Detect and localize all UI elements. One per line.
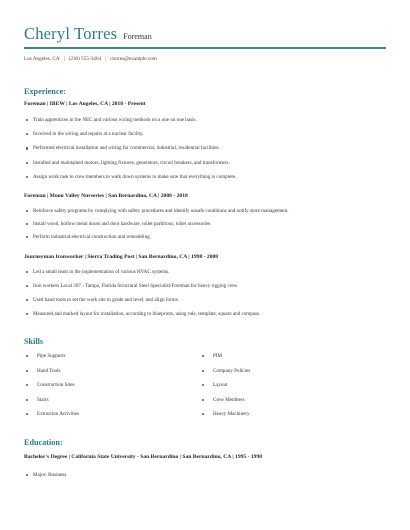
skill-item: Heavy Machinery: [202, 411, 250, 426]
skill-item: Construction Sites: [26, 382, 79, 397]
list-item: Used hand tools to set the work site to grade and level, and align forms.: [26, 297, 260, 311]
skill-item: Layout: [202, 382, 250, 397]
list-item: Major: Business: [26, 472, 66, 484]
contact-line: [24, 56, 157, 62]
skill-item: Stairs: [26, 397, 79, 412]
job-bullets: [26, 269, 260, 325]
skill-item: Crew Members: [202, 397, 250, 412]
degree-heading: Bachelor's Degree | California State University - San Bernardino | San Bernardino, CA | 1995 - 1998: [24, 454, 263, 460]
list-item: Iron workers Local 397 - Tampa, Florida Structural Steel Specialist/Foreman for heavy rigging crew: [26, 283, 260, 297]
job-bullets: [26, 117, 236, 188]
list-item: Performed electrical installation and wiring for commercial, industrial, residential facilities.: [26, 145, 236, 159]
list-item: Measured and marked layout for installation, according to blueprints, using rule, template, square and compass.: [26, 311, 260, 325]
list-item: Installed and maintained motors, lighting fixtures, generators, circuit breakers, and transformers.: [26, 160, 236, 174]
job-heading: Journeyman Ironworker | Sierra Trading Post | San Bernardino, CA | 1998 - 2008: [24, 254, 219, 260]
skill-item: PIM: [202, 353, 250, 368]
experience-heading: Experience:: [24, 87, 66, 96]
skill-item: Pipe Supports: [26, 353, 79, 368]
candidate-role: Foreman: [123, 32, 152, 41]
contact-location: Los Angeles, CA: [24, 56, 60, 62]
list-item: Assign work task to crew members to walk down systems to make sure that everything is complete.: [26, 174, 236, 188]
list-item: Involved in the wiring and repairs at a nuclear facility.: [26, 131, 236, 145]
skill-item: Extraction Activities: [26, 411, 79, 426]
list-item: Perform industrial electrical construction and remodeling.: [26, 234, 288, 247]
list-item: Install wood, hollow metal doors and door hardware, toilet partitions, toilet accessories: [26, 221, 288, 234]
education-heading: Education:: [24, 438, 63, 447]
job-bullets: [26, 208, 288, 247]
header-divider: [24, 47, 386, 49]
contact-email[interactable]: ctorres@example.com: [110, 56, 157, 62]
skills-list-left: [26, 353, 79, 426]
candidate-name: Cheryl Torres: [24, 24, 118, 43]
contact-separator: |: [63, 56, 65, 62]
skills-list-right: [202, 353, 250, 426]
skill-item: Hand Tools: [26, 368, 79, 383]
name-row: [24, 24, 386, 44]
list-item: Reinforce safety programs by complying with safety procedures and identify unsafe conditions and notify store management.: [26, 208, 288, 221]
skill-item: Company Policies: [202, 368, 250, 383]
list-item: Led a small team in the implementation of various HVAC systems.: [26, 269, 260, 283]
education-bullets: [26, 472, 66, 484]
resume-header: [24, 24, 386, 44]
skills-heading: Skills: [24, 337, 44, 346]
job-heading: Foreman | IBEW | Los Angeles, CA | 2018 - Present: [24, 101, 146, 107]
contact-phone: (230) 555-3464: [68, 56, 102, 62]
contact-separator: |: [105, 56, 107, 62]
list-item: Train apprentices in the NEC and various wiring methods on a one on one basis.: [26, 117, 236, 131]
job-heading: Foreman | Moon Valley Nurseries | San Bernardino, CA | 2008 - 2018: [24, 193, 188, 199]
